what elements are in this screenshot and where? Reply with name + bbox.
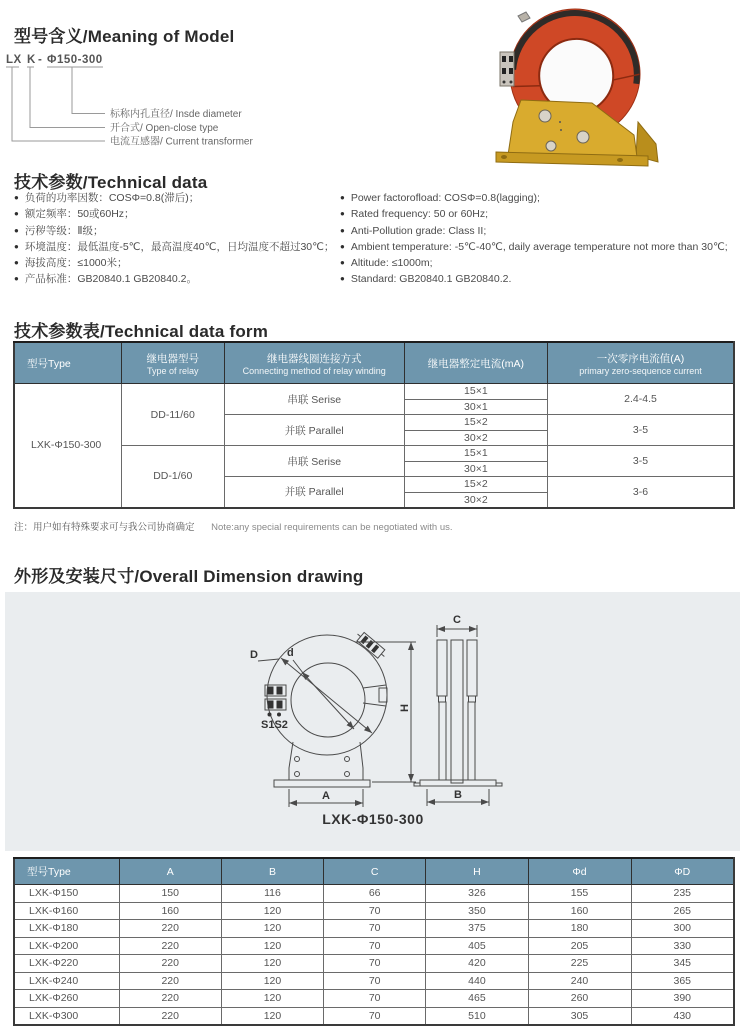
technical-data-list-en: [340, 190, 742, 288]
label-C: C: [453, 614, 461, 626]
dimension-drawing: [5, 592, 740, 851]
col-header-type: 型号Type: [14, 342, 121, 384]
bullet-icon: ●: [14, 193, 19, 202]
method-cell: 并联 Parallel: [224, 415, 404, 446]
bullet-icon: ●: [340, 274, 345, 284]
section-title-model-meaning: 型号含义/Meaning of Model: [14, 27, 235, 46]
col-header-b: B: [221, 858, 323, 885]
primary-cell: 3-6: [547, 477, 734, 508]
table-row: [14, 446, 734, 462]
current-cell: 30×2: [404, 430, 547, 446]
callout-lines: [6, 67, 105, 141]
relay-type-cell: DD-1/60: [121, 446, 224, 508]
table-row: [14, 384, 734, 400]
bullet-icon: ●: [14, 241, 19, 251]
list-item: ● 海拔高度：≤1000米；: [14, 257, 128, 270]
technical-data-table: [13, 341, 735, 509]
table-row: LXK-Φ300 220 120 70 510 305 430: [14, 1007, 734, 1025]
method-cell: 串联 Serise: [224, 446, 404, 477]
table-row: LXK-Φ260 220 120 70 465 260 390: [14, 990, 734, 1008]
table-row: LXK-Φ240 220 120 70 440 240 365: [14, 972, 734, 990]
label-D: D: [250, 649, 258, 661]
list-item: ● Standard: GB20840.1 GB20840.2.: [340, 273, 512, 286]
model-part-dash: -: [38, 54, 43, 66]
table-header-row: [14, 858, 734, 885]
section-title-technical-form: 技术参数表/Technical data form: [14, 322, 269, 341]
callout-current-transformer: 电流互感器/ Current transformer: [110, 136, 253, 148]
model-code-diagram: [6, 50, 316, 155]
col-header-primary: 一次零序电流值(A) primary zero-sequence current: [547, 342, 734, 384]
col-header-method: 继电器线圈连接方式 Connecting method of relay winding: [224, 342, 404, 384]
list-item: ● Ambient temperature: -5℃-40℃, daily average temperature not more than 30℃;: [340, 240, 728, 253]
label-H: H: [399, 704, 411, 712]
primary-cell: 3-5: [547, 446, 734, 477]
mounting-bracket: [496, 100, 658, 166]
col-header-phid: Φd: [528, 858, 631, 885]
model-cell: LXK-Φ150-300: [14, 384, 121, 508]
dimension-table: [13, 857, 735, 1026]
table-row: LXK-Φ160 160 120 70 350 160 265: [14, 902, 734, 920]
model-part-lx: LX: [6, 54, 22, 66]
primary-cell: 2.4-4.5: [547, 384, 734, 415]
col-header-relay: 继电器型号 Type of relay: [121, 342, 224, 384]
col-header-a: A: [119, 858, 221, 885]
section-title-technical-data: 技术参数/Technical data: [14, 173, 208, 192]
list-item: ● Altitude: ≤1000m;: [340, 257, 433, 270]
current-cell: 30×1: [404, 399, 547, 415]
method-cell: 并联 Parallel: [224, 477, 404, 508]
list-item: ● 产品标准：GB20840.1 GB20840.2。: [14, 273, 198, 286]
bullet-icon: ●: [340, 258, 345, 268]
current-cell: 15×2: [404, 477, 547, 493]
front-view: [250, 630, 424, 827]
list-item: ● 负荷的功率因数：COSΦ=0.8(滞后)；: [14, 192, 200, 204]
terminals-label: S1S2: [261, 719, 288, 731]
clamp-nub: [518, 12, 530, 22]
current-cell: 15×2: [404, 415, 547, 431]
technical-data-list-zh: [14, 190, 336, 288]
product-photo: [488, 4, 698, 176]
callout-open-close-type: 开合式/ Open-close type: [110, 123, 219, 134]
side-view: [414, 614, 502, 806]
drawing-caption: LXK-Φ150-300: [322, 811, 424, 827]
table-header-row: [14, 342, 734, 384]
label-B: B: [454, 789, 462, 801]
current-cell: 30×2: [404, 492, 547, 508]
label-A: A: [322, 790, 330, 802]
bullet-icon: ●: [14, 274, 19, 284]
note-en: Note:any special requirements can be negotiated with us.: [211, 522, 453, 533]
bullet-icon: ●: [340, 209, 345, 219]
table-row: LXK-Φ220 220 120 70 420 225 345: [14, 955, 734, 973]
table-row: LXK-Φ200 220 120 70 405 205 330: [14, 937, 734, 955]
list-item: ● Power factorofload: COSΦ=0.8(lagging);: [340, 192, 540, 204]
bullet-icon: ●: [340, 241, 345, 251]
terminal-block: [500, 52, 514, 86]
bullet-icon: ●: [14, 209, 19, 219]
terminals: [261, 685, 288, 731]
list-item: ● 额定频率：50或60Hz；: [14, 208, 135, 221]
drawing-panel: [5, 592, 740, 851]
list-item: ● Rated frequency: 50 or 60Hz;: [340, 208, 489, 221]
bullet-icon: ●: [14, 225, 19, 235]
col-header-current: 继电器整定电流(mA): [404, 342, 547, 384]
bullet-icon: ●: [14, 258, 19, 268]
callout-inside-diameter: 标称内孔直径/ Insde diameter: [110, 109, 242, 120]
note-zh: 注：用户如有特殊要求可与我公司协商确定: [14, 522, 195, 533]
current-cell: 30×1: [404, 461, 547, 477]
clamp-bolt: [354, 630, 388, 661]
list-item: ● Anti-Pollution grade: Class II;: [340, 224, 487, 237]
table-row: LXK-Φ150 150 116 66 326 155 235: [14, 885, 734, 903]
table-note: [14, 519, 453, 533]
model-part-k: K: [27, 54, 36, 66]
list-item: ● 环境温度：最低温度-5℃，最高温度40℃，日均温度不超过30℃；: [14, 240, 335, 253]
label-d: d: [287, 647, 294, 659]
method-cell: 串联 Serise: [224, 384, 404, 415]
col-header-c: C: [324, 858, 426, 885]
list-item: ● 污秽等级：Ⅱ级；: [14, 224, 104, 237]
current-cell: 15×1: [404, 384, 547, 400]
table-row: LXK-Φ180 220 120 70 375 180 300: [14, 920, 734, 938]
primary-cell: 3-5: [547, 415, 734, 446]
current-cell: 15×1: [404, 446, 547, 462]
section-title-dimension-drawing: 外形及安装尺寸/Overall Dimension drawing: [14, 567, 364, 586]
model-part-size: Φ150-300: [47, 54, 103, 66]
bullet-icon: ●: [340, 225, 345, 235]
bracket: [274, 742, 370, 787]
relay-type-cell: DD-11/60: [121, 384, 224, 446]
bullet-icon: ●: [340, 193, 345, 202]
col-header-type: 型号Type: [14, 858, 119, 885]
col-header-phiD: ΦD: [631, 858, 734, 885]
col-header-h: H: [426, 858, 528, 885]
